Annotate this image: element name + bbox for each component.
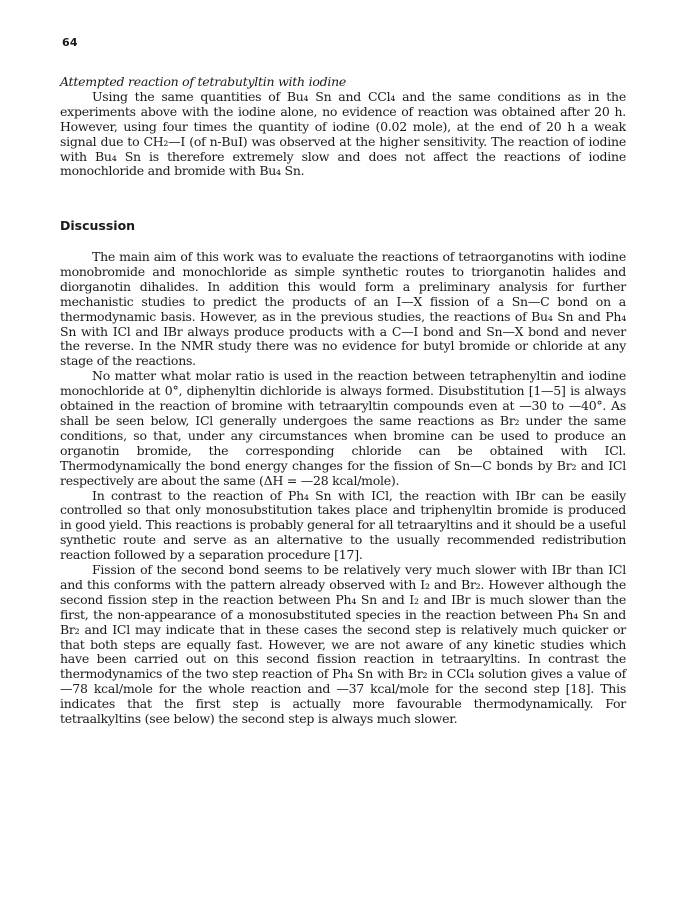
paragraph: The main aim of this work was to evaluate the reactions of tetraorganotins with iodine monobromide and monochloride as simple synthetic routes to triorganotin halides and diorganotin dihalides. In addition this would form a preliminary analysis for further mechanistic studies to predict the products of an I—X fission of a Sn—C bond on a thermodynamic basis. However, as in the previous studies, the reactions of Bu₄ Sn and Ph₄ Sn with ICl and IBr always produce products with a C—I bond and Sn—X bond and never the reverse. In the NMR study there was no evidence for butyl bromide or chloride at any stage of the reactions. bbox=[60, 249, 626, 369]
paragraph: No matter what molar ratio is used in the reaction between tetraphenyltin and iodine monochloride at 0°, diphenyltin dichloride is always formed. Disubstitution [1—5] is always obtained in the reaction of bromine with tetraaryltin compounds even at —30 to —40°. As shall be seen below, ICl generally undergoes the same reactions as Br₂ under the same conditions, so that, under any circumstances when bromine can be used to produce an organotin bromide, the corresponding chloride can be obtained with ICl. Thermodynamically the bond energy changes for the fission of Sn—C bonds by Br₂ and ICl respectively are about the same (ΔH = —28 kcal/mole). bbox=[60, 368, 626, 488]
paragraph: Using the same quantities of Bu₄ Sn and CCl₄ and the same conditions as in the experiments above with the iodine alone, no evidence of reaction was obtained after 20 h. However, using four times the quantity of iodine (0.02 mole), at the end of 20 h a weak signal due to CH₂—I (of n-BuI) was observed at the higher sensitivity. The reaction of iodine with Bu₄ Sn is therefore extremely slow and does not affect the reactions of iodine monochloride and bromide with Bu₄ Sn. bbox=[60, 88, 626, 179]
section-heading-italic: Attempted reaction of tetrabutyltin with iodine bbox=[60, 74, 347, 89]
paragraph: In contrast to the reaction of Ph₄ Sn with ICl, the reaction with IBr can be easily controlled so that only monosubstitution takes place and triphenyltin bromide is produced in good yield. This reactions is probably general for all tetraaryltins and it should be a useful synthetic route and serve as an alternative to the usually recommended redistribution reaction followed by a separation procedure [17]. bbox=[60, 487, 626, 563]
discussion-body bbox=[60, 250, 626, 727]
section-attempted-reaction bbox=[60, 75, 626, 179]
page-number: 64 bbox=[62, 36, 78, 49]
paragraph: Fission of the second bond seems to be relatively very much slower with IBr than ICl and this conforms with the pattern already observed with I₂ and Br₂. However although the second fission step in the reaction between Ph₄ Sn and I₂ and IBr is much slower than the first, the non-appearance of a monosubstituted species in the reaction between Ph₄ Sn and Br₂ and ICl may indicate that in these cases the second step is relatively much quicker or that both steps are equally fast. However, we are not aware of any kinetic studies which have been carried out on this second fission reaction in tetraaryltins. In contrast the thermodynamics of the two step reaction of Ph₄ Sn with Br₂ in CCl₄ solution gives a value of —78 kcal/mole for the whole reaction and —37 kcal/mole for the second step [18]. This indicates that the first step is actually more favourable thermodynamically. For tetraalkyltins (see below) the second step is always much slower. bbox=[60, 562, 626, 727]
discussion-heading: Discussion bbox=[60, 218, 136, 233]
